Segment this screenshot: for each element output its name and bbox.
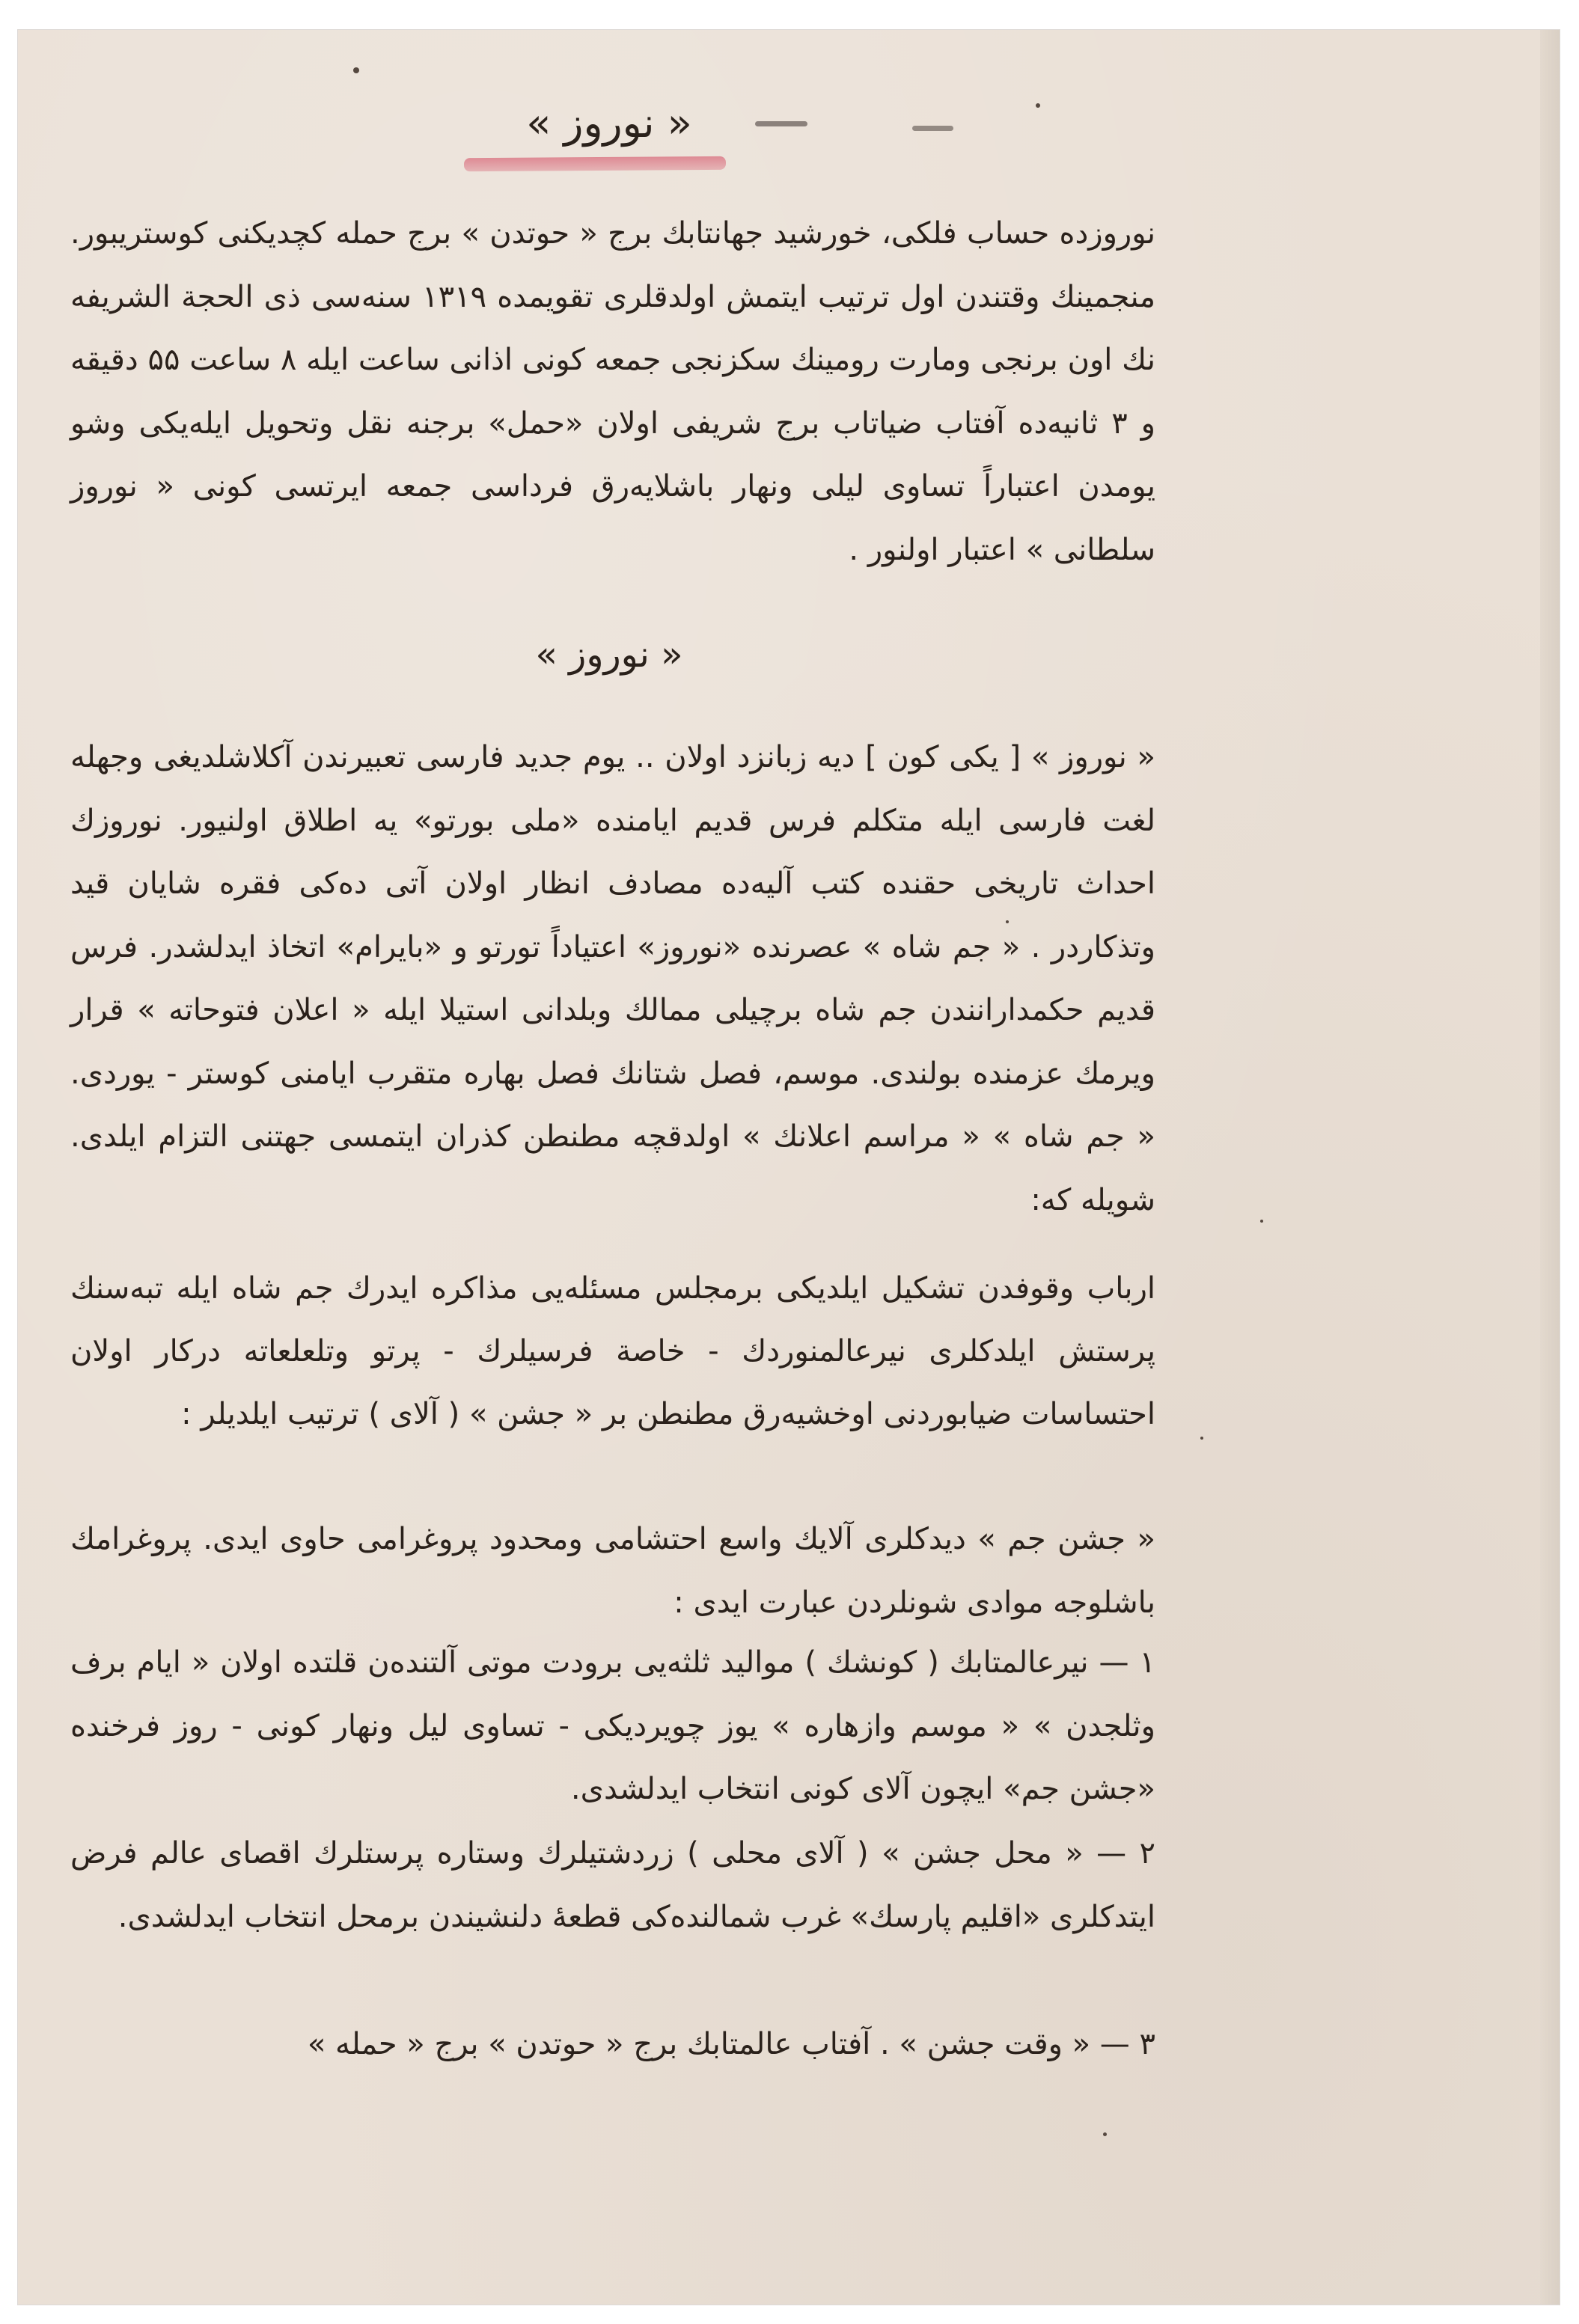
list-item: ۳ — « وقت جشن » . آفتاب عالمتابك برج « حوتدن » برج « حمله » — [307, 2027, 1155, 2061]
list-item: ۱ — نیرعالمتابك ( كونشك ) موالید ثلثه‌یی برودت موتی آلتنده‌ن قلتده اولان « ایام برف وثلجدن » « موسم وازهاره » یوز چویردیكی - تساوی لیل ونهار كونی - روز فرخنده «جشن جم» ایچون آلای كونی انتخاب ایدلشدی. — [70, 1645, 1155, 1806]
paper-speck — [1200, 1437, 1203, 1440]
paragraph: « نوروز » [ یكی كون ] دیه زبانزد اولان .. یوم جدید فارسی تعبیرندن آكلاشلدیغی وجهله لغت فارسی ایله متكلم فرس قدیم ایامنده «ملی بورتو» یه اطلاق اولنیور. نوروزك احداث تاریخی حقنده كتب آلیه‌ده مصادف انظار اولان آتی ده‌كی فقره شایان قید وتذكاردر . « جم شاه » عصرنده «نوروز» اعتیاداً تورتو و «بایرام» اتخاذ ایدلشدر. فرس قدیم حكمدارانندن جم شاه برچیلی ممالك وبلدانی استیلا ایله « اعلان فتوحاته » قرار ویرمك عزمنده بولندی. موسم، فصل شتانك فصل بهاره متقرب ایامنی كوستر - یوردی. « جم شاه » « مراسم اعلانك » اولدقچه مطنطن كذران ایتمسی جهتنی التزام ایلدی. شویله كه: — [70, 740, 1155, 1217]
page-edge — [1540, 30, 1560, 2305]
paragraph: « جشن جم » دیدكلری آلایك واسع احتشامی ومحدود پروغرامی حاوی ایدی. پروغرامك باشلوجه موادی شونلردن عبارت ایدی : — [70, 1522, 1155, 1620]
paper-speck — [1260, 1220, 1263, 1223]
page-title: « نوروز » — [526, 100, 692, 147]
title-underline-mark — [464, 156, 726, 171]
document-page — [18, 30, 1560, 2305]
paragraph: نوروزده حساب فلکی، خورشید جهانتابك برج « حوتدن » برج حمله كچدیكنی كوستریبور. منجمینك وقتندن اول ترتیب ایتمش اولدقلری تقویمده ۱۳۱۹ سنه‌سی ذی الحجة الشریفه نك اون برنجی ومارت رومینك سكزنجی جمعه كونی اذانی ساعت ایله ۸ ساعت ۵۵ دقیقه و ۳ ثانیه‌ده آفتاب ضیاتاب برج شریفی اولان «حمل» برجنه نقل وتحویل ایله‌یكی وشو یومدن اعتباراً تساوی لیلی ونهار باشلایه‌رق فرداسی جمعه ایرتسی كونی « نوروز سلطانی » اعتبار اولنور . — [70, 216, 1156, 567]
section-title: « نوروز » — [535, 634, 683, 676]
list-item: ۲ — « محل جشن » ( آلای محلی ) زردشتیلرك وستاره پرستلرك اقصای عالم فرض ایتدكلری «اقلیم پارسك» غرب شمالنده‌كی قطعهٔ دلنشیندن برمحل انتخاب ایدلشدی. — [70, 1836, 1155, 1934]
paragraph: ارباب وقوفدن تشكیل ایلدیكی برمجلس مسئله‌یی مذاكره ایدرك جم شاه ایله تبه‌سنك پرستش ایلدكلری نیرعالمنوردك - خاصة فرسیلرك - پرتو وتلعلعاته دركار اولان احتساسات ضیابوردنی اوخشیه‌رق مطنطن بر « جشن » ( آلای ) ترتیب ایلدیلر : — [70, 1271, 1155, 1431]
document-body — [63, 30, 1155, 2305]
